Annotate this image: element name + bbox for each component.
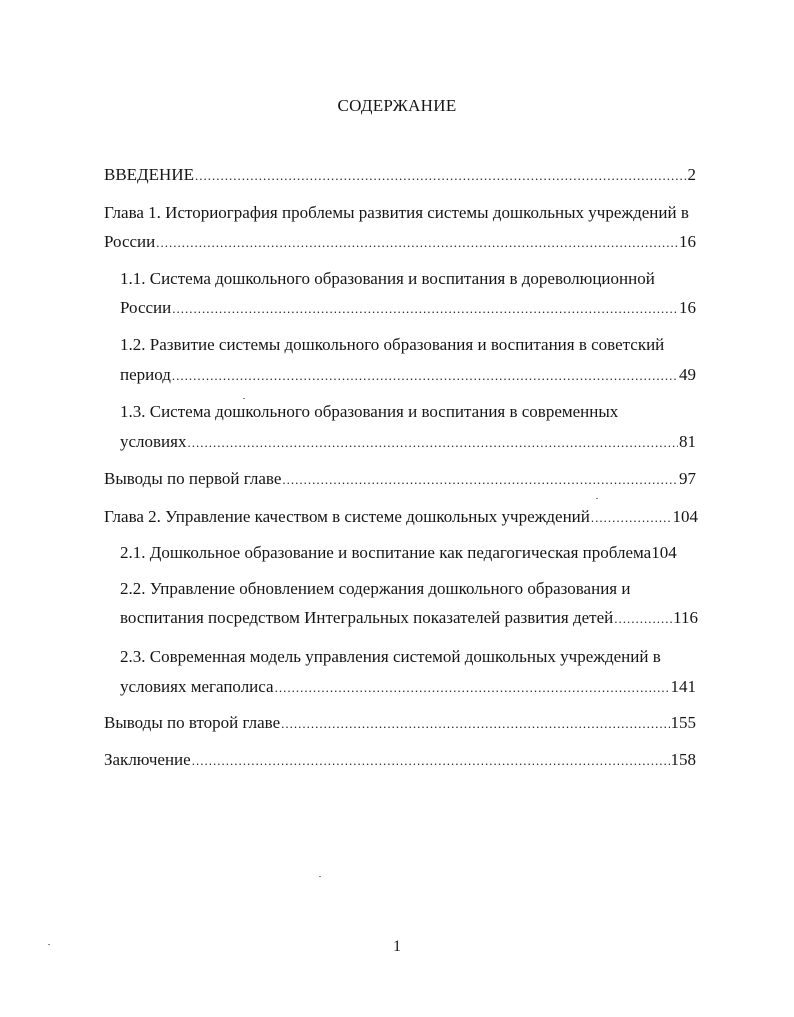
toc-entry-label: Выводы по первой главе bbox=[104, 469, 282, 488]
toc-entry-1-3[interactable] bbox=[120, 431, 696, 453]
toc-entry-2-2[interactable] bbox=[120, 607, 698, 629]
toc-entry-conclusions-2[interactable] bbox=[104, 712, 696, 734]
toc-entry-1-1[interactable] bbox=[120, 297, 696, 319]
toc-page-number: 158 bbox=[670, 750, 696, 769]
toc-entry-1-3-line1[interactable]: 1.3. Система дошкольного образования и воспитания в современных bbox=[120, 402, 619, 421]
toc-entry-label: условиях bbox=[120, 432, 187, 451]
toc-entry-label: России bbox=[120, 298, 172, 317]
toc-page-number: 104 bbox=[651, 543, 677, 562]
toc-page-number: 16 bbox=[679, 298, 696, 317]
toc-page-number: 116 bbox=[673, 608, 698, 627]
toc-entry-2-3[interactable] bbox=[120, 676, 696, 698]
toc-entry-label: Выводы по второй главе bbox=[104, 713, 281, 732]
page-title: СОДЕРЖАНИЕ bbox=[337, 96, 457, 115]
toc-entry-2-3-line1[interactable]: 2.3. Современная модель управления системой дошкольных учреждений в bbox=[120, 647, 661, 666]
toc-entry-label: Заключение bbox=[104, 750, 191, 769]
toc-entry-intro[interactable] bbox=[104, 164, 696, 186]
page-number: 1 bbox=[393, 938, 401, 955]
toc-entry-label: условиях мегаполиса bbox=[120, 677, 274, 696]
toc-entry-label: России bbox=[104, 232, 156, 251]
dot-leader bbox=[192, 750, 670, 772]
toc-entry-conclusions-1[interactable] bbox=[104, 468, 696, 490]
toc-entry-label: воспитания посредством Интегральных показателей развития детей bbox=[120, 608, 614, 627]
toc-entry-chapter1[interactable] bbox=[104, 231, 696, 253]
toc-page-number: 2 bbox=[687, 165, 696, 184]
toc-entry-2-2-line1[interactable]: 2.2. Управление обновлением содержания дошкольного образования и bbox=[120, 579, 631, 598]
dot-leader bbox=[172, 298, 678, 320]
toc-entry-1-2-line1[interactable]: 1.2. Развитие системы дошкольного образования и воспитания в советский bbox=[120, 335, 665, 354]
toc-entry-label: ВВЕДЕНИЕ bbox=[104, 165, 194, 184]
toc-page-number: 155 bbox=[670, 713, 696, 732]
toc-entry-2-1[interactable] bbox=[120, 542, 708, 564]
dot-leader bbox=[156, 232, 678, 254]
scan-speck bbox=[243, 398, 245, 399]
toc-page-number: 81 bbox=[679, 432, 696, 451]
toc-entry-label: период bbox=[120, 365, 171, 384]
dot-leader bbox=[282, 469, 678, 491]
dot-leader bbox=[591, 507, 672, 529]
dot-leader bbox=[281, 713, 669, 735]
toc-entry-1-2[interactable] bbox=[120, 364, 696, 386]
toc-entry-chapter1-line1[interactable]: Глава 1. Историография проблемы развития системы дошкольных учреждений в bbox=[104, 203, 689, 222]
toc-entry-chapter2[interactable] bbox=[104, 506, 698, 528]
dot-leader bbox=[172, 365, 678, 387]
toc-page-number: 16 bbox=[679, 232, 696, 251]
scan-speck bbox=[596, 498, 598, 499]
toc-entry-label: 2.1. Дошкольное образование и воспитание как педагогическая проблема bbox=[120, 543, 652, 562]
toc-page-number: 141 bbox=[670, 677, 696, 696]
dot-leader bbox=[187, 432, 678, 454]
toc-page-number: 97 bbox=[679, 469, 696, 488]
toc-entry-label: Глава 2. Управление качеством в системе дошкольных учреждений bbox=[104, 507, 590, 526]
dot-leader bbox=[195, 165, 687, 187]
toc-entry-1-1-line1[interactable]: 1.1. Система дошкольного образования и воспитания в дореволюционной bbox=[120, 269, 655, 288]
toc-entry-conclusion[interactable] bbox=[104, 749, 696, 771]
dot-leader bbox=[614, 608, 672, 630]
scan-speck bbox=[319, 876, 321, 877]
toc-page-number: 49 bbox=[679, 365, 696, 384]
dot-leader bbox=[275, 677, 670, 699]
toc-page-number: 104 bbox=[672, 507, 698, 526]
